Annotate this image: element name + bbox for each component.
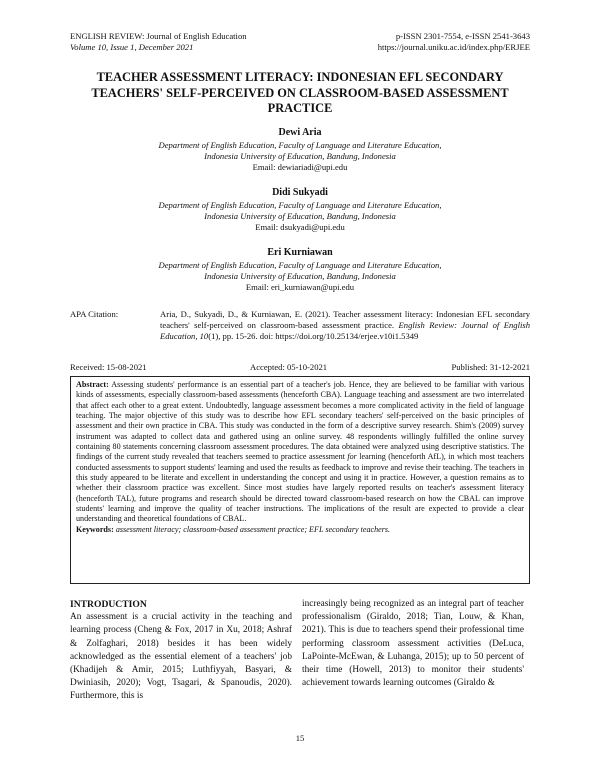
author-block [70, 187, 530, 233]
abstract-label: Abstract: [76, 380, 109, 389]
author-affiliation: Department of English Education, Faculty of Language and Literature Education, [158, 260, 442, 270]
page-number: 15 [295, 733, 305, 743]
intro-left-column [70, 598, 292, 704]
author-name: Dewi Aria [278, 127, 322, 138]
journal-url[interactable]: https://journal.uniku.ac.id/index.php/ERJEE [377, 42, 530, 52]
citation-label: APA Citation: [70, 309, 119, 319]
citation-text: Aria, D., Sukyadi, D., & Kurniawan, E. (2021). Teacher assessment literacy: Indonesian EFL secondary teachers' self-perceived on classroom-based assessment practice. [160, 309, 530, 330]
author-email[interactable]: Email: dsukyadi@upi.edu [255, 222, 345, 232]
author-name: Eri Kurniawan [267, 247, 333, 258]
issn: p-ISSN 2301-7554, e-ISSN 2541-3643 [395, 31, 530, 41]
author-affiliation: Indonesia University of Education, Bandung, Indonesia [204, 211, 396, 221]
apa-citation [70, 309, 530, 342]
author-affiliation: Department of English Education, Faculty of Language and Literature Education, [158, 140, 442, 150]
author-name: Didi Sukyadi [272, 187, 328, 198]
author-email[interactable]: Email: eri_kurniawan@upi.edu [245, 282, 355, 292]
author-affiliation: Indonesia University of Education, Bandung, Indonesia [204, 151, 396, 161]
keywords: assessment literacy; classroom-based assessment practice; EFL secondary teachers. [115, 524, 391, 534]
body-paragraph: An assessment is a crucial activity in the teaching and learning process (Cheng & Fox, 2017 in Xu, 2018; Ashraf & Zolfaghari, 2018) besides it has been widely acknowledged as the essential element of a teachers' job (Khadijeh & Amir, 2015; Luthfiyyah, Basyari, & Dwiniasih, 2020); Vogt, Tsagari, & Spanoudis, 2020). Furthermore, this is [70, 612, 292, 702]
abstract-text: Assessing students' performance is an essential part of a teacher's job. Hence, they are believed to be familiar with various kinds of assessments, especially classroom-based assessments (henceforth CBA). Language teaching and assessment are two interrelated that affect each other to a great extent. Undoubtedly, language assessment becomes a more complicated activity in the field of language teaching. The major objective of this study was to describe how EFL secondary teachers' self-perceived on the basic principles of assessment and their own practice in CBA. This study was conducted in the form of a descriptive survey research. Shim's (2009) survey instrument was adapted to collect data and gathered using an online survey. 48 respondents willingly fulfilled the online survey containing 80 statements concerning classroom assessment procedures. The data obtained were analyzed using descriptive statistics. The findings of the current study revealed that teachers seemed to practice assessment [76, 380, 524, 462]
received-date: Received: 15-08-2021 [70, 362, 147, 372]
author-affiliation: Indonesia University of Education, Bandung, Indonesia [204, 271, 396, 281]
section-heading: INTRODUCTION [70, 599, 147, 610]
intro-right-column [302, 598, 524, 690]
author-email[interactable]: Email: dewiariadi@upi.edu [252, 162, 348, 172]
paper-title: TEACHER ASSESSMENT LITERACY: INDONESIAN EFL SECONDARY TEACHERS' SELF-PERCEIVED ON CLASSROOM-BASED ASSESSMENT PRACTICE [91, 70, 509, 115]
abstract-emphasis: for [347, 452, 357, 462]
accepted-date: Accepted: 05-10-2021 [250, 362, 328, 372]
author-block [70, 127, 530, 173]
abstract-box: Abstract: Assessing students' performance is an essential part of a teacher's job. Hence, they are believed to be familiar with various kinds of assessments, especially classroom-based assessments (henceforth CBA). Language teaching and assessment are two interrelated that affect each other to a great extent. Undoubtedly, language assessment becomes a more complicated activity in the field of language teaching. The major objective of this study was to describe how EFL secondary teachers' self-perceived on the basic principles of assessment and their own practice in CBA. This study was conducted in the form of a descriptive survey research. Shim's (2009) survey instrument was adapted to collect data and gathered using an online survey. 48 respondents willingly fulfilled the online survey containing 80 statements concerning classroom assessment procedures. The data obtained were analyzed using descriptive statistics. The findings of the current study revealed that teachers seemed to practice assessment for learning (henceforth AfL), in which most teachers conducted assessments to support students' learning and used the results as feedback to improve and revise their teaching. The teachers in this study appeared to be literate and excellent in understanding the concept and using it in practice. However, a question remains as to whether their classroom practice was excellent. Since most studies have largely reported results on teacher's assessment literacy (henceforth TAL), future programs and research should be directed toward classroom-based research on how the CBAL can improve students' learning and improve the quality of teacher instructions. The implications of the result are expected to provide a clear understanding and theoretical foundations of CBAL. Keywords: assessment literacy; classroom-based assessment practice; EFL secondary teachers. [70, 376, 530, 584]
author-block [70, 247, 530, 293]
journal-name: ENGLISH REVIEW: Journal of English Education [70, 31, 247, 41]
abstract-text-cont: learning (henceforth AfL), in which most teachers conducted assessments to support students' learning and used the results as feedback to improve and revise their teaching. The teachers in this study appeared to be literate and excellent in understanding the concept and using it in practice. However, a question remains as to whether their classroom practice was excellent. Since most studies have largely reported results on teacher's assessment literacy (henceforth TAL), future programs and research should be directed toward classroom-based research on how the CBAL can improve students' learning and improve the quality of teacher instructions. The implications of the result are expected to provide a clear understanding and theoretical foundations of CBAL. [76, 452, 524, 524]
citation-journal: English Review: Journal of English Education, 10 [160, 320, 530, 341]
volume-info: Volume 10, Issue 1, December 2021 [70, 42, 194, 52]
body-paragraph: increasingly being recognized as an integral part of teacher professionalism (Giraldo, 2018; Tian, Louw, & Khan, 2021). This is due to teachers spend their professional time performing classroom assessment activities (DeLuca, LaPointe-McEwan, & Luhanga, 2015); up to 50 percent of their time (Howell, 2013) to monitor their students' achievement towards learning outcomes (Giraldo & [302, 599, 524, 689]
citation-doi[interactable]: (1), pp. 15-26. doi: https://doi.org/10.25134/erjee.v10i1.5349 [208, 331, 419, 341]
author-affiliation: Department of English Education, Faculty of Language and Literature Education, [158, 200, 442, 210]
keywords-label: Keywords [76, 524, 112, 534]
published-date: Published: 31-12-2021 [451, 362, 530, 372]
